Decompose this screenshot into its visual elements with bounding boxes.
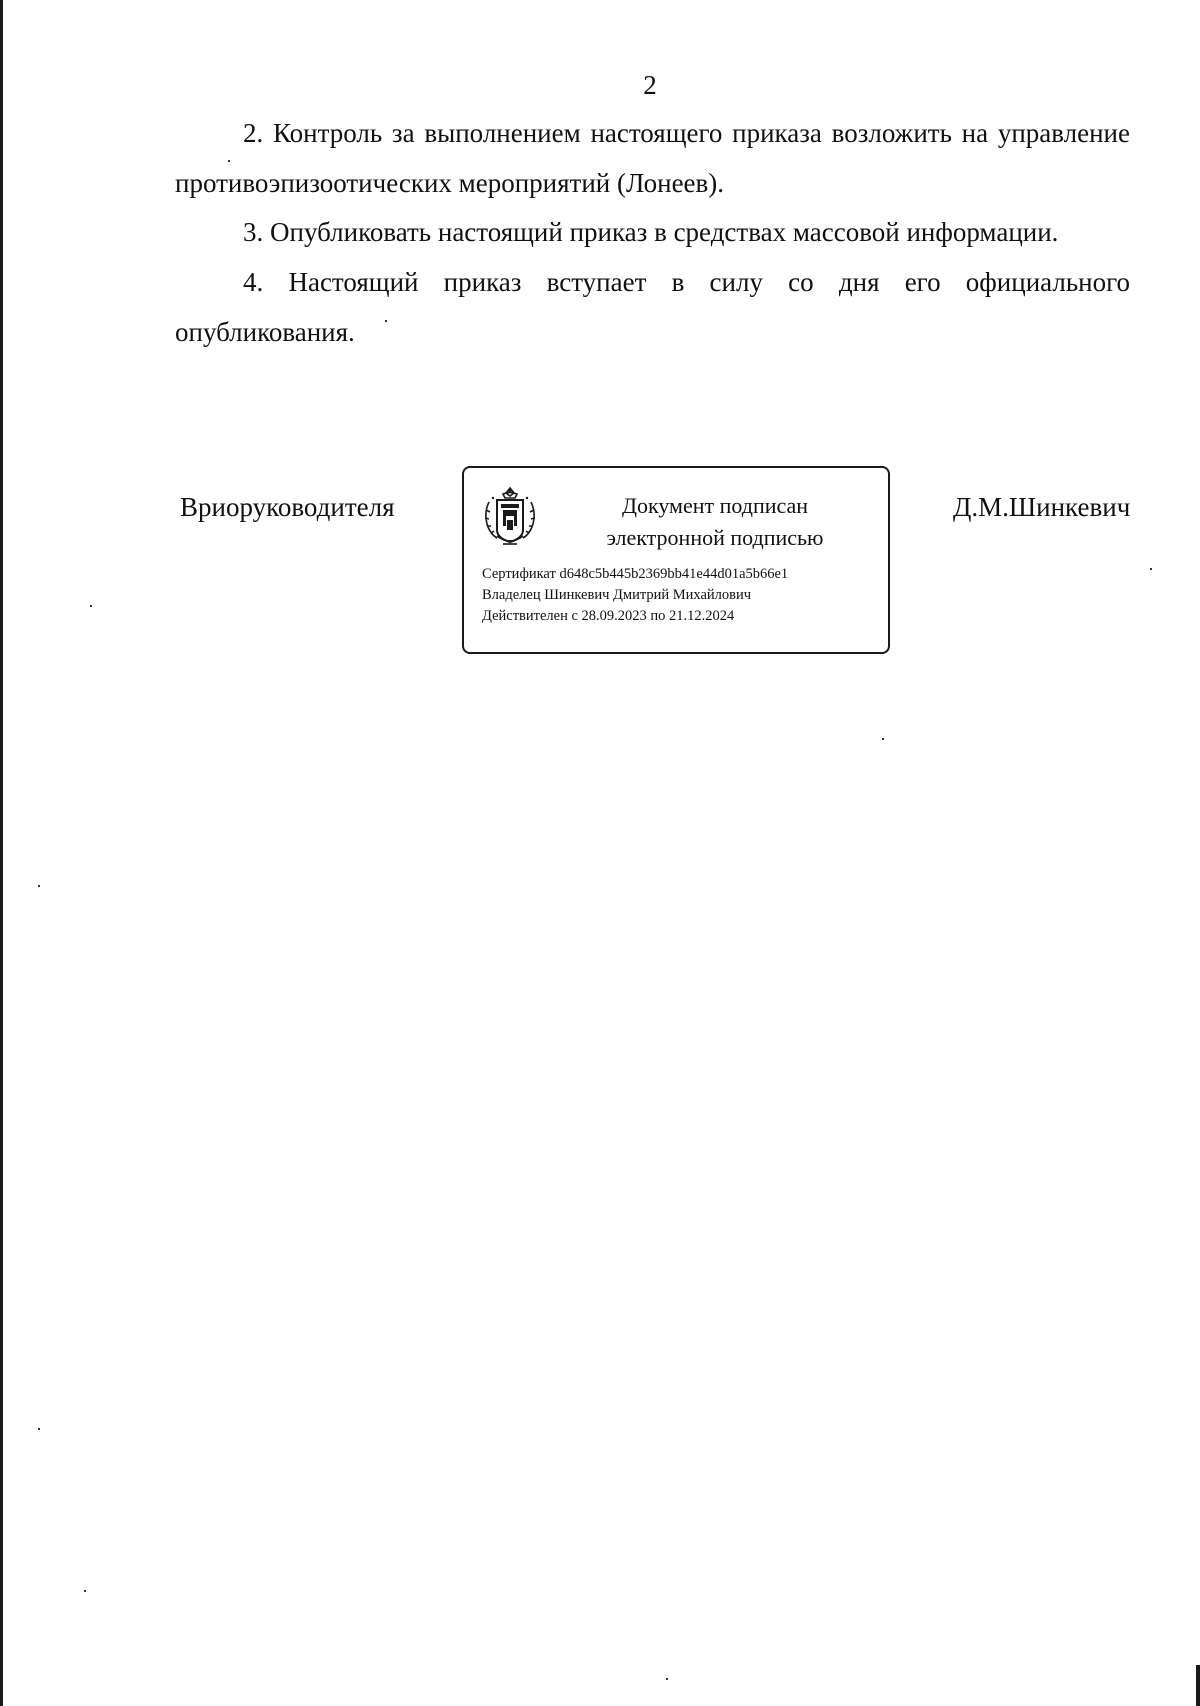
stamp-owner: Владелец Шинкевич Дмитрий Михайлович (482, 587, 752, 603)
e-signature-stamp (462, 466, 890, 654)
scan-speck (228, 160, 230, 162)
signatory-name: Д.М.Шинкевич (953, 492, 1131, 522)
stamp-title (560, 490, 870, 554)
paragraph-control (175, 108, 1130, 208)
scan-speck (666, 1678, 668, 1680)
paragraph-text: 2. Контроль за выполнением настоящего приказа возложить на управление противоэпизоотических мероприятий (Лонеев). (175, 118, 1130, 198)
paragraph-text: 4. Настоящий приказ вступает в силу со дня его официального опубликования. (175, 267, 1130, 347)
stamp-title-line-1: Документ подписан (621, 493, 809, 518)
paragraph-text: 3. Опубликовать настоящий приказ в средствах массовой информации. (243, 217, 1059, 247)
scan-border-right (1196, 1665, 1200, 1706)
scan-speck (38, 1428, 40, 1430)
paragraph-effective (175, 257, 1130, 357)
scan-speck (882, 738, 884, 740)
scan-border-left (0, 0, 3, 1706)
scan-speck (84, 1590, 86, 1592)
stamp-title-line-2: электронной подписью (606, 525, 824, 550)
coat-of-arms-emblem-icon (483, 486, 537, 548)
scan-speck (1150, 568, 1152, 570)
paragraph-publish (175, 207, 1130, 257)
stamp-certificate: Сертификат d648c5b445b2369bb41e44d01a5b66e1 (482, 566, 789, 582)
page-number: 2 (643, 70, 657, 100)
signatory-position: Вриоруководителя (180, 492, 395, 522)
scan-speck (38, 885, 40, 887)
stamp-validity: Действителен с 28.09.2023 по 21.12.2024 (482, 608, 735, 624)
stamp-details (482, 564, 788, 627)
scan-speck (385, 320, 387, 322)
scan-speck (90, 605, 92, 607)
